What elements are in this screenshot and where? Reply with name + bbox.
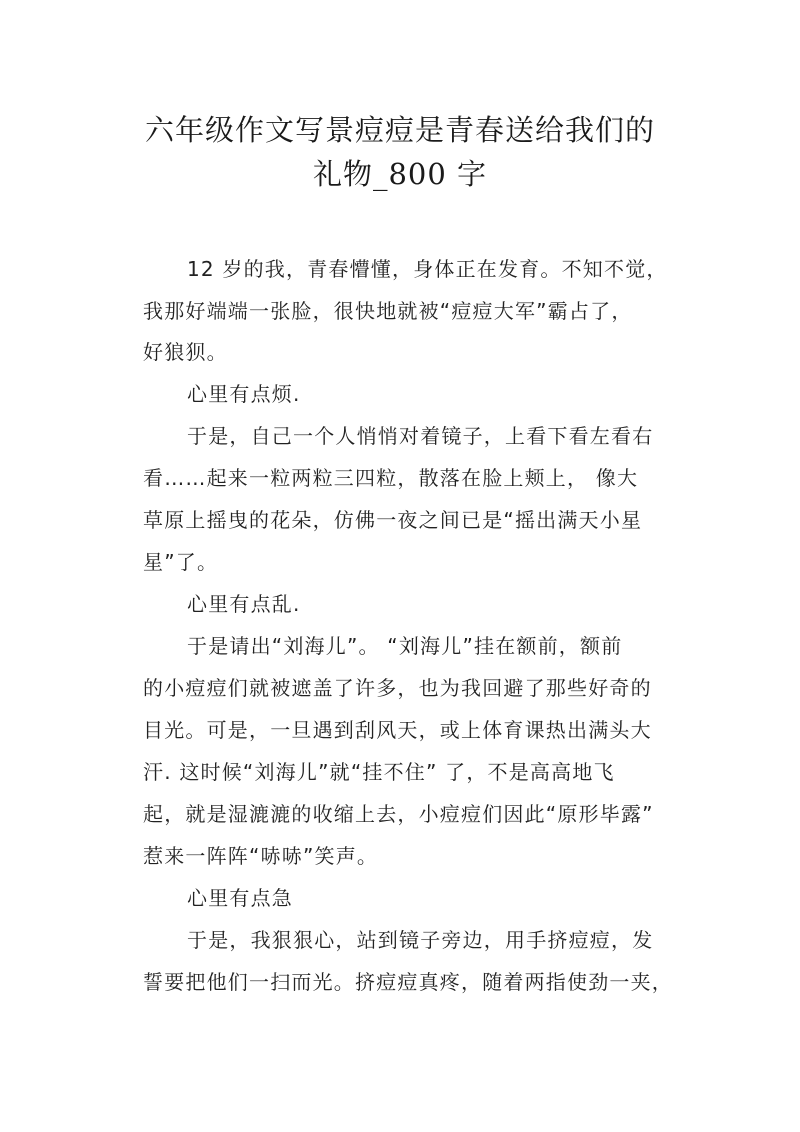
paragraph-1-line-1: 12 岁的我，青春懵懂，身体正在发育。不知不觉， xyxy=(187,257,668,281)
paragraph-2-line-1: 心里有点烦. xyxy=(187,382,301,406)
paragraph-5-line-5: 起，就是湿漉漉的收缩上去，小痘痘们因此“原形毕露” xyxy=(143,802,654,826)
paragraph-5-line-6: 惹来一阵阵“哧哧”笑声。 xyxy=(143,844,379,868)
paragraph-1-line-3: 好狼狈。 xyxy=(143,340,228,364)
paragraph-7-line-1: 于是，我狠狠心，站到镜子旁边，用手挤痘痘，发 xyxy=(187,928,654,952)
paragraph-3-line-2: 看……起来一粒两粒三四粒，散落在脸上颊上， 像大 xyxy=(143,466,639,490)
paragraph-5-line-2: 的小痘痘们就被遮盖了许多，也为我回避了那些好奇的 xyxy=(143,676,652,700)
paragraph-3-line-3: 草原上摇曳的花朵，仿佛一夜之间已是“摇出满天小星 xyxy=(143,508,643,532)
paragraph-4-line-1: 心里有点乱. xyxy=(187,592,301,616)
paragraph-7-line-2: 誓要把他们一扫而光。挤痘痘真疼，随着两指使劲一夹， xyxy=(143,970,673,994)
paragraph-5-line-4: 汗. 这时候“刘海儿”就“挂不住” 了，不是高高地飞 xyxy=(143,760,615,784)
paragraph-3-line-4: 星”了。 xyxy=(143,550,219,574)
paragraph-3-line-1: 于是，自己一个人悄悄对着镜子，上看下看左看右 xyxy=(187,424,654,448)
paragraph-6-line-1: 心里有点急 xyxy=(187,886,293,910)
document-title-line-2: 礼物_800 字 xyxy=(312,157,488,191)
paragraph-5-line-1: 于是请出“刘海儿”。 “刘海儿”挂在额前，额前 xyxy=(187,634,623,658)
document-title-line-1: 六年级作文写景痘痘是青春送给我们的 xyxy=(144,113,655,147)
paragraph-5-line-3: 目光。可是，一旦遇到刮风天，或上体育课热出满头大 xyxy=(143,718,652,742)
paragraph-1-line-2: 我那好端端一张脸，很快地就被“痘痘大军”霸占了， xyxy=(143,299,633,323)
